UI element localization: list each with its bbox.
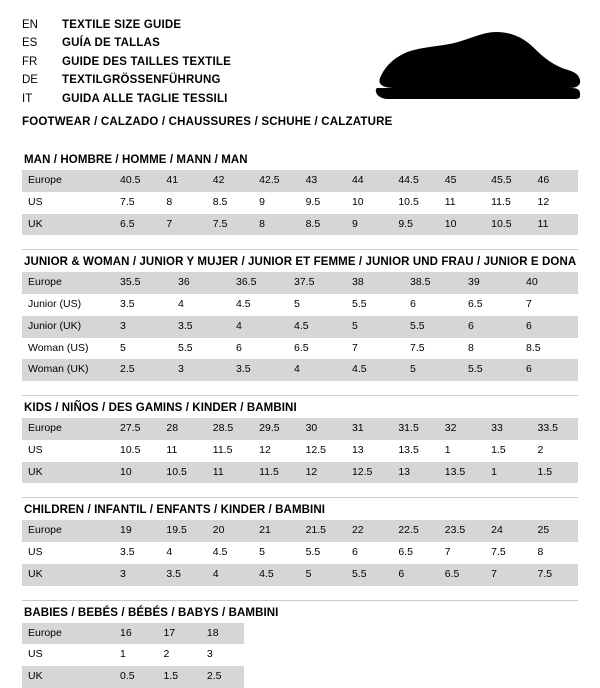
size-cell: 3.5	[160, 564, 206, 586]
size-cell: 4.5	[288, 316, 346, 338]
table-row	[22, 294, 578, 316]
size-cell: 40.5	[114, 170, 160, 192]
size-cell: 19	[114, 520, 160, 542]
size-cell: 39	[462, 272, 520, 294]
size-cell: 6	[404, 294, 462, 316]
row-label: Junior (UK)	[22, 316, 114, 338]
size-cell: 11	[207, 462, 253, 484]
size-cell: 5.5	[404, 316, 462, 338]
size-cell: 4.5	[346, 359, 404, 381]
size-cell: 1	[485, 462, 531, 484]
size-cell: 10	[439, 214, 485, 236]
table-row	[22, 214, 578, 236]
row-label: US	[22, 644, 114, 666]
document-header	[0, 0, 600, 110]
size-cell: 3.5	[172, 316, 230, 338]
size-cell: 7.5	[207, 214, 253, 236]
size-cell: 45	[439, 170, 485, 192]
size-cell: 11.5	[207, 440, 253, 462]
size-cell: 45.5	[485, 170, 531, 192]
size-cell: 42	[207, 170, 253, 192]
size-cell: 6.5	[392, 542, 438, 564]
size-cell: 21	[253, 520, 299, 542]
size-cell: 8	[253, 214, 299, 236]
size-cell: 8	[532, 542, 578, 564]
language-row	[22, 53, 231, 72]
table-row	[22, 623, 244, 645]
size-cell: 1	[114, 644, 157, 666]
size-cell: 3	[172, 359, 230, 381]
size-cell: 8.5	[520, 338, 578, 360]
row-label: US	[22, 542, 114, 564]
size-cell: 9.5	[300, 192, 346, 214]
size-cell: 6.5	[462, 294, 520, 316]
size-cell: 22.5	[392, 520, 438, 542]
row-label: Europe	[22, 623, 114, 645]
size-cell: 5.5	[346, 294, 404, 316]
size-cell: 29.5	[253, 418, 299, 440]
language-title: TEXTILGRÖSSENFÜHRUNG	[62, 74, 221, 87]
size-cell: 8.5	[300, 214, 346, 236]
table-row	[22, 564, 578, 586]
size-cell: 5	[253, 542, 299, 564]
row-label: Woman (US)	[22, 338, 114, 360]
language-row	[22, 35, 231, 54]
size-cell: 12.5	[346, 462, 392, 484]
language-title: GUIDA ALLE TAGLIE TESSILI	[62, 92, 228, 105]
size-cell: 7	[346, 338, 404, 360]
size-cell: 31	[346, 418, 392, 440]
language-code: IT	[22, 92, 33, 105]
size-cell: 3.5	[114, 294, 172, 316]
table-row	[22, 192, 578, 214]
size-cell: 10.5	[160, 462, 206, 484]
size-cell: 7	[485, 564, 531, 586]
size-cell: 12	[253, 440, 299, 462]
size-cell: 10.5	[114, 440, 160, 462]
size-cell: 21.5	[300, 520, 346, 542]
language-row	[22, 72, 231, 91]
table-row	[22, 542, 578, 564]
size-cell: 41	[160, 170, 206, 192]
size-cell: 2	[157, 644, 200, 666]
row-label: UK	[22, 214, 114, 236]
size-cell: 6	[520, 316, 578, 338]
size-table	[22, 272, 578, 381]
size-cell: 20	[207, 520, 253, 542]
size-cell: 9.5	[392, 214, 438, 236]
size-cell: 5	[288, 294, 346, 316]
table-row	[22, 272, 578, 294]
size-cell: 13.5	[439, 462, 485, 484]
language-code: DE	[22, 74, 38, 87]
size-cell: 4	[172, 294, 230, 316]
size-cell: 6	[346, 542, 392, 564]
size-cell: 1	[439, 440, 485, 462]
size-cell: 38.5	[404, 272, 462, 294]
size-cell: 44.5	[392, 170, 438, 192]
size-cell: 4	[230, 316, 288, 338]
size-cell: 38	[346, 272, 404, 294]
size-cell: 1.5	[485, 440, 531, 462]
size-cell: 3.5	[114, 542, 160, 564]
section-title: KIDS / NIÑOS / DES GAMINS / KINDER / BAMBINI	[24, 402, 297, 414]
size-cell: 36	[172, 272, 230, 294]
size-cell: 22	[346, 520, 392, 542]
section-title: CHILDREN / INFANTIL / ENFANTS / KINDER / BAMBINI	[24, 504, 326, 517]
row-label: Europe	[22, 272, 114, 294]
size-cell: 24	[485, 520, 531, 542]
language-code: FR	[22, 55, 38, 68]
row-label: UK	[22, 666, 114, 688]
size-cell: 4.5	[253, 564, 299, 586]
size-cell: 32	[439, 418, 485, 440]
size-cell: 10	[346, 192, 392, 214]
size-cell: 28.5	[207, 418, 253, 440]
row-label: US	[22, 440, 114, 462]
size-cell: 35.5	[114, 272, 172, 294]
size-cell: 13	[392, 462, 438, 484]
size-cell: 5.5	[462, 359, 520, 381]
size-cell: 5	[114, 338, 172, 360]
category-line: FOOTWEAR / CALZADO / CHAUSSURES / SCHUHE / CALZATURE	[22, 116, 393, 128]
size-cell: 11	[532, 214, 578, 236]
size-cell: 4	[288, 359, 346, 381]
size-cell: 7.5	[532, 564, 578, 586]
size-cell: 6.5	[439, 564, 485, 586]
size-cell: 12	[300, 462, 346, 484]
size-cell: 12.5	[300, 440, 346, 462]
size-sections	[0, 154, 600, 688]
size-cell: 7	[160, 214, 206, 236]
size-cell: 28	[160, 418, 206, 440]
size-cell: 11	[439, 192, 485, 214]
language-row	[22, 90, 231, 109]
table-row	[22, 462, 578, 484]
size-cell: 7.5	[404, 338, 462, 360]
language-title-table	[22, 16, 231, 109]
size-section	[22, 497, 578, 585]
size-cell: 43	[300, 170, 346, 192]
size-cell: 31.5	[392, 418, 438, 440]
table-row	[22, 666, 244, 688]
size-cell: 6	[392, 564, 438, 586]
row-label: Woman (UK)	[22, 359, 114, 381]
language-title-rows	[22, 16, 231, 109]
size-cell: 3.5	[230, 359, 288, 381]
row-label: UK	[22, 462, 114, 484]
size-table	[22, 418, 578, 483]
table-row	[22, 644, 244, 666]
section-divider	[22, 395, 578, 396]
size-cell: 4	[160, 542, 206, 564]
size-cell: 1.5	[532, 462, 578, 484]
table-row	[22, 338, 578, 360]
language-title: GUIDE DES TAILLES TEXTILE	[62, 55, 231, 68]
size-cell: 4.5	[207, 542, 253, 564]
size-cell: 4	[207, 564, 253, 586]
row-label: Europe	[22, 170, 114, 192]
size-cell: 18	[201, 623, 244, 645]
size-cell: 3	[114, 564, 160, 586]
size-cell: 8	[160, 192, 206, 214]
size-cell: 11.5	[485, 192, 531, 214]
size-cell: 8	[462, 338, 520, 360]
size-cell: 17	[157, 623, 200, 645]
size-cell: 6	[520, 359, 578, 381]
language-code: ES	[22, 37, 38, 50]
language-row	[22, 16, 231, 35]
size-cell: 46	[532, 170, 578, 192]
language-title: TEXTILE SIZE GUIDE	[62, 18, 182, 31]
size-cell: 44	[346, 170, 392, 192]
size-cell: 10	[114, 462, 160, 484]
size-cell: 27.5	[114, 418, 160, 440]
size-cell: 5.5	[346, 564, 392, 586]
size-cell: 5	[300, 564, 346, 586]
size-cell: 6.5	[114, 214, 160, 236]
size-cell: 7.5	[114, 192, 160, 214]
size-cell: 2.5	[201, 666, 244, 688]
size-cell: 1.5	[157, 666, 200, 688]
size-cell: 3	[114, 316, 172, 338]
size-section	[22, 249, 578, 381]
size-cell: 7	[439, 542, 485, 564]
size-cell: 5	[404, 359, 462, 381]
size-cell: 8.5	[207, 192, 253, 214]
size-cell: 6.5	[288, 338, 346, 360]
size-section	[22, 600, 578, 688]
table-row	[22, 316, 578, 338]
section-title: MAN / HOMBRE / HOMME / MANN / MAN	[24, 154, 248, 166]
size-section	[22, 395, 578, 483]
size-cell: 23.5	[439, 520, 485, 542]
size-cell: 10.5	[392, 192, 438, 214]
size-table	[22, 623, 244, 688]
size-cell: 11	[160, 440, 206, 462]
table-row	[22, 418, 578, 440]
section-divider	[22, 249, 578, 250]
size-cell: 5.5	[300, 542, 346, 564]
size-table	[22, 520, 578, 585]
size-cell: 9	[253, 192, 299, 214]
size-cell: 11.5	[253, 462, 299, 484]
dress-shoe-icon	[372, 24, 582, 102]
size-cell: 36.5	[230, 272, 288, 294]
size-table	[22, 170, 578, 235]
size-cell: 19.5	[160, 520, 206, 542]
size-cell: 37.5	[288, 272, 346, 294]
language-title: GUÍA DE TALLAS	[62, 37, 160, 50]
size-cell: 3	[201, 644, 244, 666]
size-cell: 2.5	[114, 359, 172, 381]
section-divider	[22, 497, 578, 498]
size-cell: 25	[532, 520, 578, 542]
size-cell: 6	[230, 338, 288, 360]
size-cell: 4.5	[230, 294, 288, 316]
section-title: JUNIOR & WOMAN / JUNIOR Y MUJER / JUNIOR ET FEMME / JUNIOR UND FRAU / JUNIOR E DONA	[24, 256, 577, 269]
section-title: BABIES / BEBÉS / BÉBÉS / BABYS / BAMBINI	[24, 606, 279, 619]
row-label: US	[22, 192, 114, 214]
table-row	[22, 520, 578, 542]
row-label: Junior (US)	[22, 294, 114, 316]
size-cell: 33	[485, 418, 531, 440]
size-cell: 33.5	[532, 418, 578, 440]
size-cell: 9	[346, 214, 392, 236]
size-cell: 12	[532, 192, 578, 214]
row-label: Europe	[22, 418, 114, 440]
size-cell: 0.5	[114, 666, 157, 688]
size-cell: 6	[462, 316, 520, 338]
size-cell: 7	[520, 294, 578, 316]
size-cell: 5	[346, 316, 404, 338]
row-label: Europe	[22, 520, 114, 542]
size-cell: 40	[520, 272, 578, 294]
size-cell: 30	[300, 418, 346, 440]
row-label: UK	[22, 564, 114, 586]
size-cell: 13	[346, 440, 392, 462]
size-section	[22, 154, 578, 235]
table-row	[22, 440, 578, 462]
size-cell: 7.5	[485, 542, 531, 564]
size-cell: 10.5	[485, 214, 531, 236]
table-row	[22, 359, 578, 381]
table-row	[22, 170, 578, 192]
size-cell: 42.5	[253, 170, 299, 192]
size-cell: 16	[114, 623, 157, 645]
size-cell: 5.5	[172, 338, 230, 360]
language-code: EN	[22, 18, 38, 31]
size-cell: 2	[532, 440, 578, 462]
size-cell: 13.5	[392, 440, 438, 462]
